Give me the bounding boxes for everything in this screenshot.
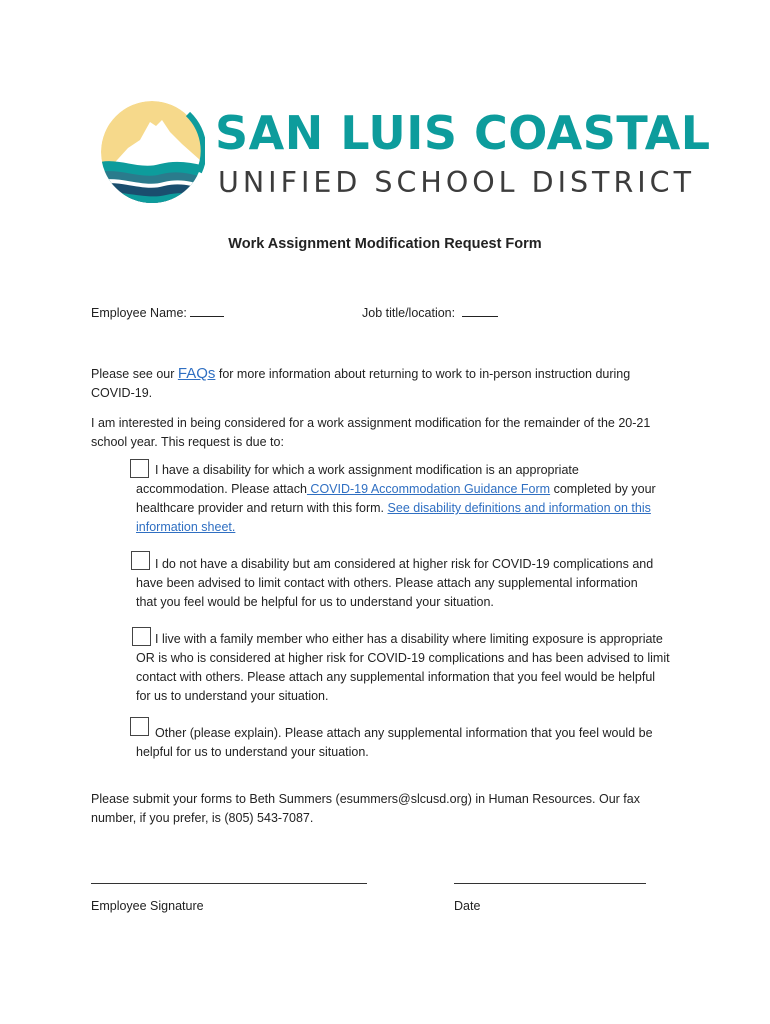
intro-line-2: COVID-19. bbox=[91, 386, 153, 400]
other-checkbox[interactable] bbox=[130, 717, 149, 736]
submit-line-2: number, if you prefer, is (805) 543-7087. bbox=[91, 811, 314, 825]
option4-line-1: Other (please explain). Please attach any supplemental information that you feel would be bbox=[155, 726, 653, 740]
information-sheet-link[interactable]: information sheet. bbox=[136, 520, 236, 534]
accommodation-form-link[interactable]: COVID-19 Accommodation Guidance Form bbox=[306, 482, 551, 496]
district-subtitle: UNIFIED SCHOOL DISTRICT bbox=[218, 166, 695, 199]
interest-line-1: I am interested in being considered for a work assignment modification for the remainder of the 20-21 bbox=[91, 416, 651, 430]
disability-checkbox[interactable] bbox=[130, 459, 149, 478]
faq-link[interactable]: FAQs bbox=[177, 365, 216, 382]
district-name: SAN LUIS COASTAL bbox=[215, 106, 711, 160]
job-title-field[interactable] bbox=[462, 304, 498, 317]
employee-name-label: Employee Name: bbox=[91, 306, 187, 320]
district-logo bbox=[100, 100, 711, 210]
employee-name-field[interactable] bbox=[190, 304, 224, 317]
option1-line-4 bbox=[136, 518, 235, 537]
option3-line-4: for us to understand your situation. bbox=[136, 689, 329, 703]
intro-line-1 bbox=[91, 364, 630, 384]
option2-line-1: I do not have a disability but am considered at higher risk for COVID-19 complications and bbox=[155, 557, 654, 571]
option3-line-2: OR is who is considered at higher risk for COVID-19 complications and has been advised to limit bbox=[136, 651, 670, 665]
option1-line-1: I have a disability for which a work assignment modification is an appropriate bbox=[155, 463, 579, 477]
employee-signature-label: Employee Signature bbox=[91, 899, 204, 913]
employee-name-row bbox=[91, 304, 224, 323]
family-member-checkbox[interactable] bbox=[132, 627, 151, 646]
option1-return-text: healthcare provider and return with this form. bbox=[136, 501, 385, 515]
option4-line-2: helpful for us to understand your situation. bbox=[136, 745, 369, 759]
option1-attach-text: accommodation. Please attach bbox=[136, 482, 307, 496]
option1-line-2 bbox=[136, 480, 656, 499]
option3-line-1: I live with a family member who either has a disability where limiting exposure is appropriate bbox=[155, 632, 663, 646]
option2-line-3: that you feel would be helpful for us to understand your situation. bbox=[136, 595, 494, 609]
employee-signature-line[interactable] bbox=[91, 883, 367, 884]
job-title-label: Job title/location: bbox=[362, 306, 456, 320]
interest-line-2: school year. This request is due to: bbox=[91, 435, 284, 449]
option1-completed-text: completed by your bbox=[553, 482, 656, 496]
job-title-row bbox=[362, 304, 498, 323]
intro-suffix: for more information about returning to work to in-person instruction during bbox=[218, 367, 631, 381]
date-label: Date bbox=[454, 899, 481, 913]
disability-definitions-link[interactable]: See disability definitions and information on this bbox=[387, 501, 651, 515]
form-title: Work Assignment Modification Request Form bbox=[228, 236, 542, 252]
option2-line-2: have been advised to limit contact with others. Please attach any supplemental information bbox=[136, 576, 638, 590]
option3-line-3: contact with others. Please attach any supplemental information that you feel would be helpful bbox=[136, 670, 656, 684]
date-line[interactable] bbox=[454, 883, 646, 884]
submit-line-1: Please submit your forms to Beth Summers (esummers@slcusd.org) in Human Resources. Our fax bbox=[91, 792, 640, 806]
sun-mountain-waves-icon bbox=[100, 100, 205, 205]
option1-line-3 bbox=[136, 499, 651, 518]
intro-prefix: Please see our bbox=[91, 367, 175, 381]
higher-risk-checkbox[interactable] bbox=[131, 551, 150, 570]
